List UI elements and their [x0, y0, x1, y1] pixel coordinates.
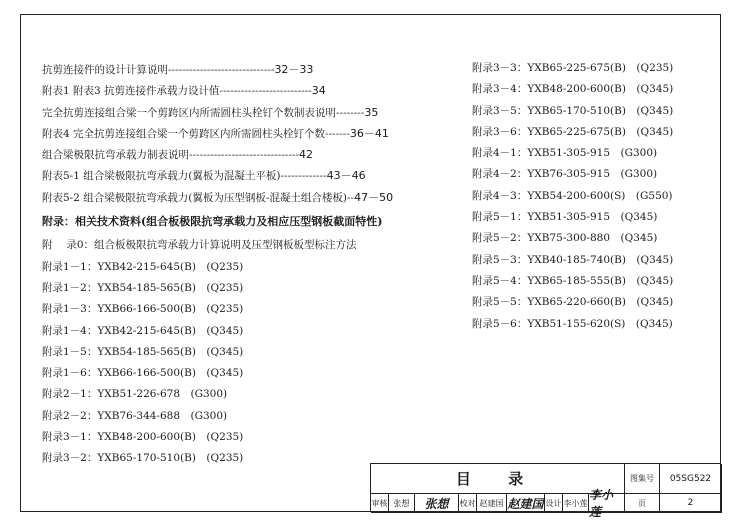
page-title: 目 录 [371, 464, 625, 494]
appendix-item[interactable]: 附录1－2：YXB54-185-565(B) (Q235) [42, 281, 244, 294]
toc-entry-leader: ------------------------------ [168, 64, 275, 76]
page-number: 2 [660, 494, 722, 513]
appendix-item[interactable]: 附录1－1：YXB42-215-645(B) (Q235) [42, 260, 244, 273]
reviewer-name: 张想 [389, 494, 415, 513]
toc-left-column [42, 59, 393, 470]
toc-entry-page: 47－50 [354, 190, 394, 204]
toc-entry-page: 34 [311, 84, 326, 98]
appendix-item[interactable]: 附录3－5：YXB65-170-510(B) (Q345) [472, 104, 674, 117]
toc-entry-label: 附表5-1 组合梁极限抗弯承载力(翼板为混凝土平板) [42, 170, 281, 183]
appendix-item[interactable]: 附 录0：组合板极限抗弯承载力计算说明及压型钢板板型标注方法 [42, 239, 357, 252]
reviewer-signature: 张想 [415, 494, 459, 513]
toc-entry-leader: -------- [336, 106, 365, 119]
appendix-item[interactable]: 附录1－6：YXB66-166-500(B) (Q345) [42, 367, 244, 380]
checker-name: 赵建国 [477, 494, 507, 513]
appendix-item[interactable]: 附录3－4：YXB48-200-600(B) (Q345) [472, 83, 674, 96]
appendix-item[interactable]: 附录5－1：YXB51-305-915 (Q345) [472, 211, 658, 224]
toc-right-column [472, 58, 673, 335]
title-block [370, 463, 721, 519]
toc-entry-page: 32－33 [274, 63, 314, 76]
toc-entry-label: 抗剪连接件的设计计算说明 [42, 64, 168, 76]
toc-entry-label: 完全抗剪连接组合梁一个剪跨区内所需圆柱头栓钉个数制表说明 [42, 106, 336, 119]
page-number-label: 页 [625, 494, 660, 513]
design-label: 设计 [545, 494, 563, 513]
toc-entry-label: 附表1 附表3 抗剪连接件承载力设计值 [42, 85, 220, 98]
toc-entry-page: 35 [364, 105, 379, 119]
toc-entry-label: 附表5-2 组合梁极限抗弯承载力(翼板为压型钢板-混凝土组合楼板) [42, 191, 347, 204]
appendix-item[interactable]: 附录4－3：YXB54-200-600(S) (G550) [472, 189, 673, 202]
appendix-item[interactable]: 附录1－5：YXB54-185-565(B) (Q345) [42, 345, 244, 358]
appendix-item[interactable]: 附录3－1：YXB48-200-600(B) (Q235) [42, 431, 244, 444]
designer-name: 李小莲 [563, 494, 589, 513]
appendix-item[interactable]: 附录5－4：YXB65-185-555(B) (Q345) [472, 274, 674, 287]
toc-entry-page: 42 [298, 148, 313, 162]
toc-entry[interactable] [42, 144, 393, 165]
appendix-item[interactable]: 附录1－3：YXB66-166-500(B) (Q235) [42, 303, 244, 316]
appendix-item[interactable]: 附录4－2：YXB76-305-915 (G300) [472, 168, 658, 181]
toc-entry-leader: ------------------------------- [189, 149, 299, 162]
appendix-item[interactable]: 附录5－2：YXB75-300-880 (Q345) [472, 232, 658, 245]
toc-entry-label: 组合梁极限抗弯承载力制表说明 [42, 149, 189, 162]
appendix-item[interactable]: 附录3－3：YXB65-225-675(B) (Q235) [472, 62, 674, 74]
appendix-item[interactable]: 附录4－1：YXB51-305-915 (G300) [472, 147, 658, 160]
checker-signature: 赵建国 [507, 494, 545, 513]
appendix-item[interactable]: 附录2－1：YXB51-226-678 (G300) [42, 388, 228, 401]
atlas-number: 05SG522 [660, 464, 722, 494]
toc-entry-page: 43－46 [326, 169, 366, 183]
appendix-item[interactable]: 附录3－6：YXB65-225-675(B) (Q345) [472, 125, 674, 138]
appendix-heading: 附录：相关技术资料(组合板极限抗弯承载力及相应压型钢板截面特性) [42, 215, 383, 229]
appendix-item[interactable]: 附录1－4：YXB42-215-645(B) (Q345) [42, 324, 244, 337]
review-label: 审核 [371, 494, 389, 513]
toc-entry-page: 36－41 [349, 126, 389, 140]
appendix-item[interactable]: 附录2－2：YXB76-344-688 (G300) [42, 409, 228, 422]
toc-entry-leader: ------- [325, 127, 350, 140]
toc-entry[interactable] [42, 80, 393, 101]
toc-entry[interactable] [42, 123, 393, 144]
toc-entry[interactable] [42, 59, 393, 80]
appendix-item[interactable]: 附录5－6：YXB51-155-620(S) (Q345) [472, 317, 673, 330]
toc-entry-leader: -- [347, 191, 355, 204]
toc-entry-leader: ------------- [280, 170, 327, 183]
check-label: 校对 [459, 494, 477, 513]
atlas-number-label: 图集号 [625, 464, 660, 494]
appendix-item[interactable]: 附录5－3：YXB40-185-740(B) (Q345) [472, 253, 674, 266]
toc-entry[interactable] [42, 187, 393, 208]
toc-entry-label: 附表4 完全抗剪连接组合梁一个剪跨区内所需圆柱头栓钉个数 [42, 127, 326, 140]
designer-signature: 李小莲 [589, 494, 625, 513]
appendix-item[interactable]: 附录3－2：YXB65-170-510(B) (Q235) [42, 452, 244, 465]
toc-entry[interactable] [42, 165, 393, 186]
toc-entry-leader: -------------------------- [219, 85, 312, 98]
toc-entry[interactable] [42, 102, 393, 123]
appendix-item[interactable]: 附录5－5：YXB65-220-660(B) (Q345) [472, 296, 674, 309]
